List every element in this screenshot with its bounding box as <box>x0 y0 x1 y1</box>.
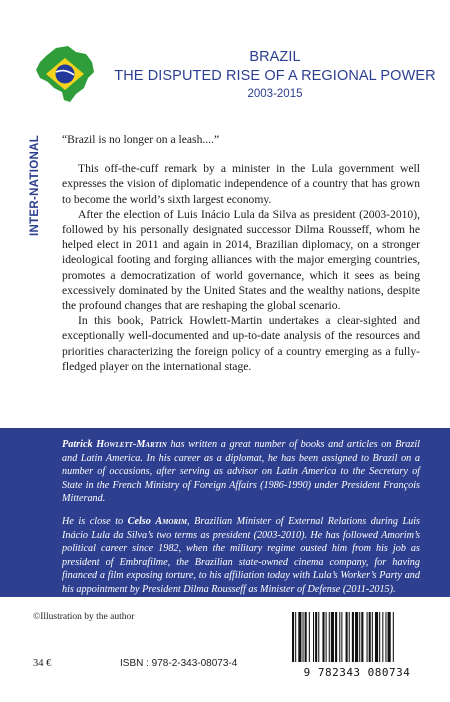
barcode-bar <box>382 612 383 662</box>
amorim-first-name: Celso <box>127 515 151 527</box>
barcode-bar <box>352 612 354 662</box>
title-line-1: BRAZIL <box>249 49 301 65</box>
barcode-bar <box>335 612 337 662</box>
barcode-bar <box>326 612 327 662</box>
barcode-bar <box>369 612 371 662</box>
barcode-bar <box>346 612 348 662</box>
barcode-bar <box>367 612 368 662</box>
amorim-intro: He is close to <box>62 515 124 527</box>
barcode-bar <box>393 612 394 662</box>
barcode <box>282 610 432 688</box>
barcode-bar <box>313 612 314 662</box>
barcode-bar <box>349 612 350 662</box>
barcode-bar <box>388 612 391 662</box>
barcode-bar <box>341 612 342 662</box>
author-bio-panel <box>0 428 450 597</box>
barcode-bar <box>298 612 301 662</box>
blurb-paragraph-3: In this book, Patrick Howlett-Martin undertakes a clear-sighted and exceptionally well-documented and up-to-date analysis of the resources and priorities characterizing the foreign policy of a country emerging as a fully-fledged player on the international stage. <box>62 314 420 373</box>
brazil-map-flag-icon <box>34 44 96 106</box>
barcode-bar <box>375 612 378 662</box>
title-line-2: THE DISPUTED RISE OF A REGIONAL POWER <box>114 68 436 84</box>
isbn: ISBN : 978-2-343-08073-4 <box>120 658 238 669</box>
bio-text <box>62 438 420 606</box>
barcode-bar <box>385 612 386 662</box>
barcode-bar <box>322 612 324 662</box>
amorim-last-name: Amorim <box>155 515 188 527</box>
barcode-bar <box>339 612 340 662</box>
author-last-name: Howlett-Martin <box>96 439 167 450</box>
barcode-bar <box>305 612 307 662</box>
author-bio-paragraph <box>62 438 420 506</box>
opening-quote: “Brazil is no longer on a leash....” <box>62 133 220 146</box>
barcode-bar <box>361 612 363 662</box>
barcode-bar <box>372 612 373 662</box>
barcode-bar <box>355 612 358 662</box>
barcode-digits: 9 782343 080734 <box>303 666 411 679</box>
title-years: 2003-2015 <box>247 88 303 100</box>
illustration-credit: ©Illustration by the author <box>33 612 135 622</box>
amorim-text: , Brazilian Minister of External Relations during Luis Inácio Lula da Silva’s two terms as president (2003-2010). He has followed Amorim’s political career since 1982, when the military regime ousted him from his job as president of Embrafilme, the Brazilian state-owned cinema company, for having financed a film exposing torture, to his affiliation today with Lula’s Worker’s Party and his appointment by President Dilma Rousseff as Minister of Defense (2011-2015). <box>62 515 421 595</box>
barcode-bar <box>315 612 317 662</box>
barcode-bar <box>309 612 310 662</box>
blurb-paragraph-2: After the election of Luis Inácio Lula da Silva as president (2003-2010), followed by his personally designated successor Dilma Rousseff, whom he helped elect in 2011 and again in 2014, Brazilian diplomacy, on a stronger ideological footing and forging alliances with the major emerging countries, promotes a democratization of world governance, which it sees as being excessively dominated by the United States and the wealthy nations, despite the profound changes that are reshaping the global scenario. <box>62 207 420 313</box>
barcode-bar <box>359 612 360 662</box>
barcode-bar <box>331 612 334 662</box>
barcode-bars <box>288 610 426 666</box>
barcode-bar <box>303 612 304 662</box>
amorim-paragraph <box>62 515 420 597</box>
author-bio-text: has written a great number of books and articles on Brazil and Latin America. In his career as a diplomat, he has been assigned to Brazil on a number of occasions, after serving as advisor on Latin America to the Secretary of State in the French Ministry of Foreign Affairs (1986-1990) under President François Mitterand. <box>62 439 421 505</box>
barcode-bar <box>295 612 296 662</box>
book-title <box>100 48 450 103</box>
price: 34 € <box>33 658 52 669</box>
barcode-bar <box>292 612 294 662</box>
back-cover-blurb <box>62 132 420 374</box>
author-first-name: Patrick <box>62 439 93 450</box>
series-label: INTER-NATIONAL <box>29 134 41 236</box>
barcode-bar <box>318 612 319 662</box>
barcode-bar <box>379 612 380 662</box>
barcode-bar <box>329 612 330 662</box>
blurb-paragraph-1: This off-the-cuff remark by a minister in the Lula government well expresses the vision of diplomatic independence of a country that has grown to become the world’s sixth largest economy. <box>62 162 420 206</box>
